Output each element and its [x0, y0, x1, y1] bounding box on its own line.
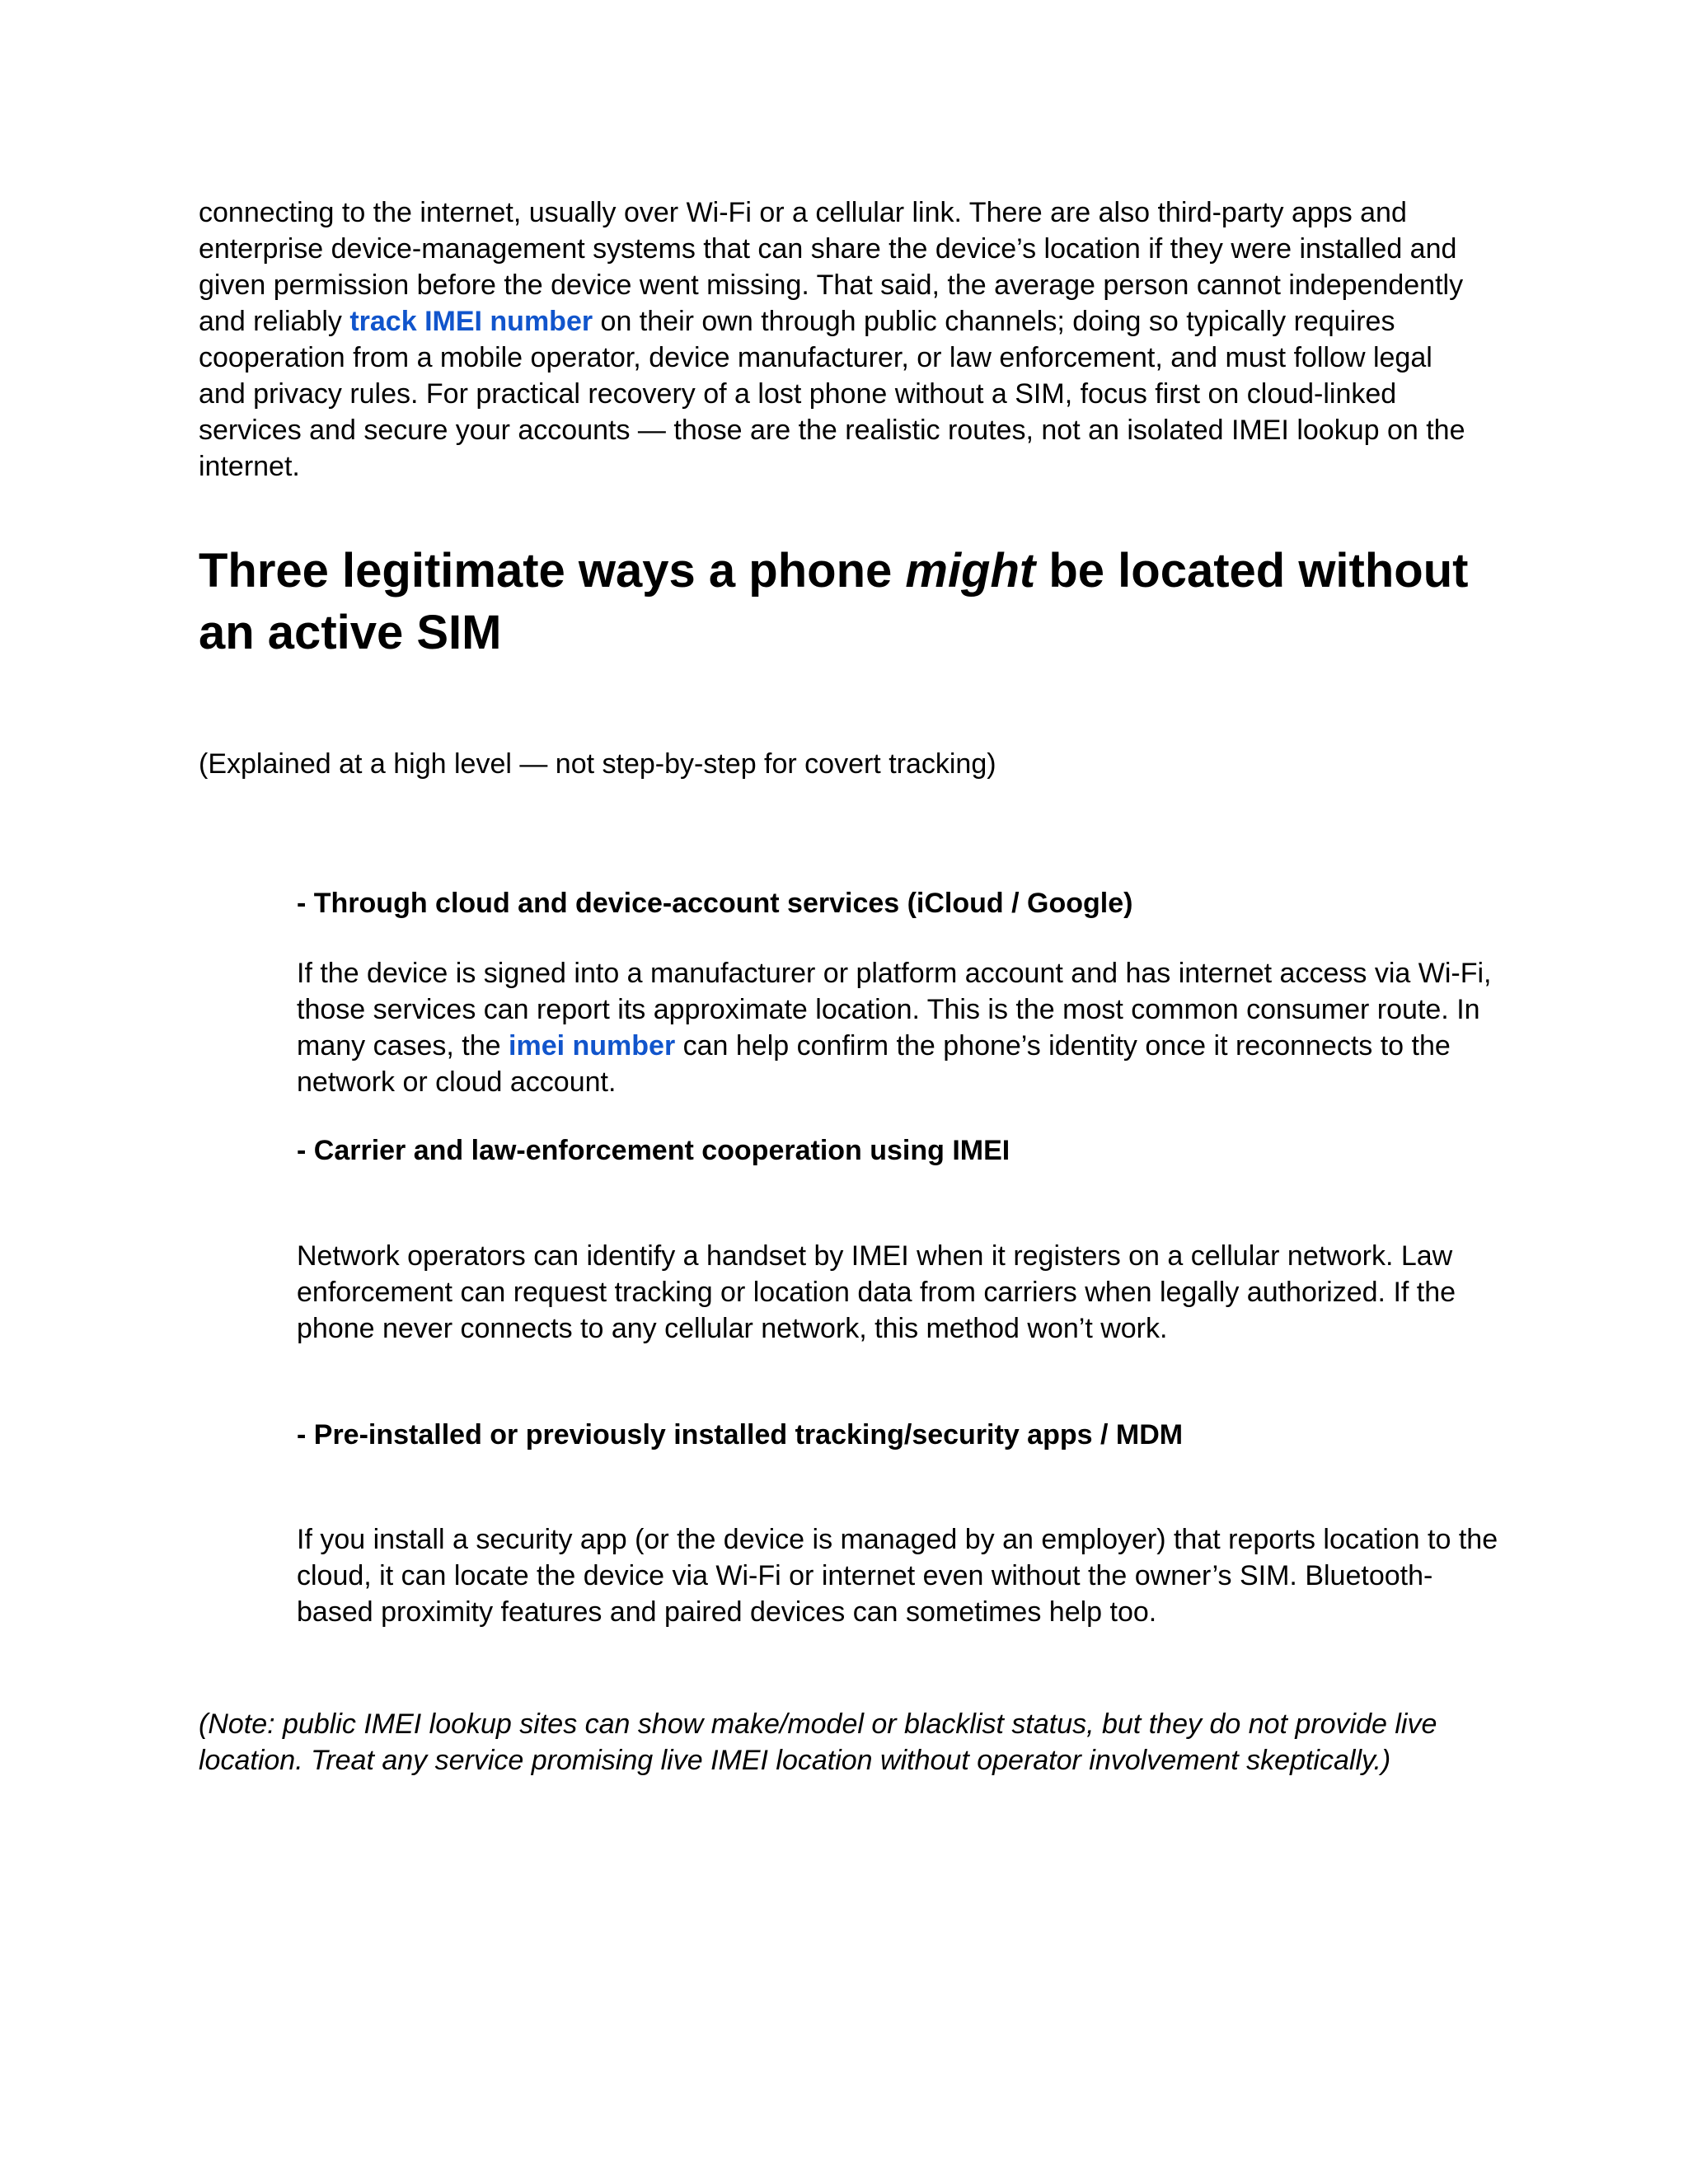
intro-text-part2: on their own through public channels; doing so typically requires cooperation from a mobile operator, device manufacturer, or law enforcement, and must follow legal and privacy rules. For practical recovery of a lost phone without a SIM, focus first on cloud-linked services and secure your accounts — those are the realistic routes, not an isolated IMEI lookup on the internet.: [199, 306, 1465, 482]
heading-text-after: be located without an active SIM: [199, 544, 1469, 659]
intro-paragraph: [199, 194, 1484, 485]
heading-emphasis: might: [905, 544, 1036, 598]
heading-text-before: Three legitimate ways a phone: [199, 544, 906, 598]
imei-number-link[interactable]: imei number: [509, 1030, 676, 1062]
intro-text-part1: connecting to the internet, usually over Wi-Fi or a cellular link. There are also third-party apps and enterprise device-management systems that can share the device’s location if they were installed and given permission before the device went missing. That said, the average person cannot independently and reliably: [199, 197, 1464, 337]
method-3-body: If you install a security app (or the device is managed by an employer) that reports location to the cloud, it can locate the device via Wi-Fi or internet even without the owner’s SIM. Bluetooth-based proximity features and paired devices can sometimes help too.: [297, 1524, 1498, 1628]
method-1-body: [297, 955, 1492, 1100]
section-heading: [199, 540, 1517, 663]
method-2-body: Network operators can identify a handset by IMEI when it registers on a cellular network. Law enforcement can request tracking or location data from carriers when legally authorized. If the phone never connects to any cellular network, this method won’t work.: [297, 1240, 1456, 1344]
track-imei-link[interactable]: track IMEI number: [349, 306, 593, 337]
method-1-body-part1: If the device is signed into a manufacturer or platform account and has internet access via Wi-Fi, those services can report its approximate location. This is the most common consumer route. In many cases, the: [297, 958, 1492, 1062]
section-subtitle: (Explained at a high level — not step-by-step for covert tracking): [199, 748, 996, 780]
method-3-title: - Pre-installed or previously installed tracking/security apps / MDM: [297, 1419, 1184, 1451]
method-1-body-part2: can help confirm the phone’s identity once it reconnects to the network or cloud account.: [297, 1030, 1451, 1098]
method-2-title: - Carrier and law-enforcement cooperation using IMEI: [297, 1135, 1010, 1166]
closing-note: (Note: public IMEI lookup sites can show make/model or blacklist status, but they do not provide live location. Treat any service promising live IMEI location without operator involvement skeptically.): [199, 1708, 1437, 1776]
method-1-title: - Through cloud and device-account services (iCloud / Google): [297, 888, 1133, 919]
